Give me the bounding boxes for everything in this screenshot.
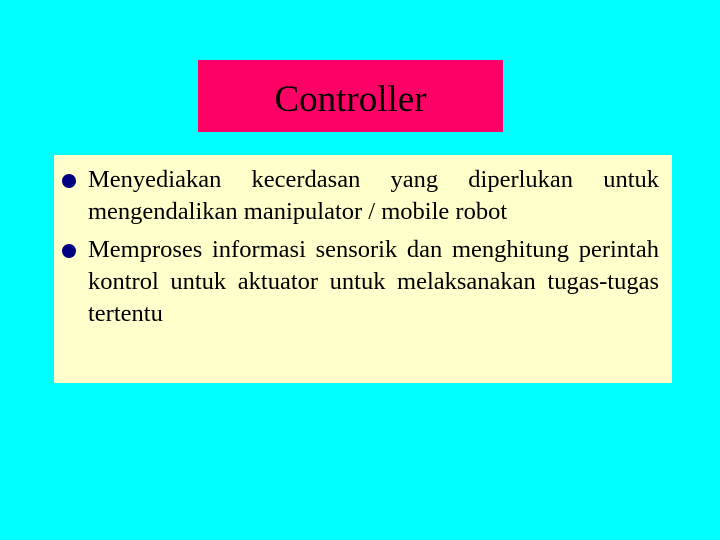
content-box <box>54 155 672 383</box>
bullet-text: Menyediakan kecerdasan yang diperlukan untuk mengendalikan manipulator / mobile robot <box>88 166 659 225</box>
slide-title: Controller <box>274 78 427 120</box>
title-box <box>198 60 503 132</box>
bullet-dot-icon <box>62 244 76 258</box>
bullet-item <box>62 234 659 330</box>
bullet-list <box>62 164 659 336</box>
bullet-text: Memproses informasi sensorik dan menghitung perintah kontrol untuk aktuator untuk melaksanakan tugas-tugas tertentu <box>88 236 659 327</box>
bullet-dot-icon <box>62 174 76 188</box>
bullet-item <box>62 164 659 228</box>
